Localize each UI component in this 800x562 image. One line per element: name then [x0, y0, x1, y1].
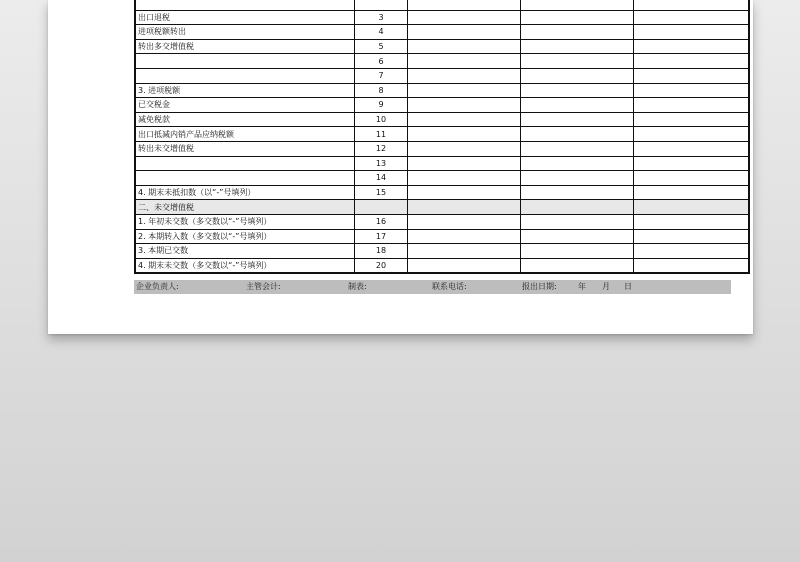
table-row: [135, 0, 749, 10]
table-row: [135, 127, 749, 142]
amount-cell: [408, 10, 521, 25]
row-label-cell: 4. 期末未交数（多交数以“-”号填列）: [135, 258, 355, 273]
table-row: [135, 244, 749, 259]
amount-cell: [634, 112, 750, 127]
table-row: [135, 25, 749, 40]
row-number-cell: 5: [355, 39, 408, 54]
row-label-cell: 减免税款: [135, 112, 355, 127]
amount-cell: [634, 141, 750, 156]
amount-cell: [634, 39, 750, 54]
row-label-cell: [135, 156, 355, 171]
row-label-cell: 二、未交增值税: [135, 200, 355, 215]
amount-cell: [521, 112, 634, 127]
amount-cell: [408, 25, 521, 40]
amount-cell: [408, 98, 521, 113]
vat-ledger-table: [134, 0, 750, 274]
row-label-cell: 2. 本期转入数（多交数以“-”号填列）: [135, 229, 355, 244]
amount-cell: [408, 156, 521, 171]
row-label-cell: 转出未交增值税: [135, 141, 355, 156]
phone-label: 联系电话:: [432, 282, 467, 291]
row-number-cell: 10: [355, 112, 408, 127]
amount-cell: [408, 54, 521, 69]
preparer-label: 制表:: [348, 282, 367, 291]
amount-cell: [521, 141, 634, 156]
amount-cell: [521, 10, 634, 25]
amount-cell: [408, 141, 521, 156]
row-number-cell: 16: [355, 214, 408, 229]
row-label-cell: 进项税额转出: [135, 25, 355, 40]
year-label: 年: [578, 282, 586, 291]
document-sheet: [48, 0, 753, 334]
amount-cell: [521, 54, 634, 69]
amount-cell: [408, 83, 521, 98]
row-number-cell: [355, 0, 408, 10]
table-row: [135, 214, 749, 229]
row-label-cell: [135, 0, 355, 10]
amount-cell: [408, 214, 521, 229]
row-number-cell: 4: [355, 25, 408, 40]
row-label-cell: 出口退税: [135, 10, 355, 25]
row-label-cell: [135, 68, 355, 83]
amount-cell: [634, 83, 750, 98]
amount-cell: [521, 185, 634, 200]
amount-cell: [634, 229, 750, 244]
amount-cell: [408, 244, 521, 259]
amount-cell: [521, 171, 634, 186]
amount-cell: [521, 200, 634, 215]
row-label-cell: 出口抵减内销产品应纳税额: [135, 127, 355, 142]
row-label-cell: [135, 54, 355, 69]
amount-cell: [634, 185, 750, 200]
table-row: [135, 171, 749, 186]
table-row: [135, 185, 749, 200]
amount-cell: [634, 244, 750, 259]
day-label: 日: [624, 282, 632, 291]
month-label: 月: [602, 282, 610, 291]
report-date-label: 报出日期:: [522, 282, 557, 291]
amount-cell: [408, 229, 521, 244]
amount-cell: [521, 244, 634, 259]
chief-accountant-label: 主管会计:: [246, 282, 281, 291]
amount-cell: [634, 0, 750, 10]
table-row: [135, 83, 749, 98]
amount-cell: [521, 39, 634, 54]
table-row: [135, 141, 749, 156]
row-label-cell: 已交税金: [135, 98, 355, 113]
amount-cell: [408, 68, 521, 83]
amount-cell: [634, 54, 750, 69]
amount-cell: [634, 127, 750, 142]
row-label-cell: [135, 171, 355, 186]
amount-cell: [634, 10, 750, 25]
amount-cell: [521, 0, 634, 10]
table-row: [135, 98, 749, 113]
table-row: [135, 112, 749, 127]
row-label-cell: 转出多交增值税: [135, 39, 355, 54]
row-number-cell: 3: [355, 10, 408, 25]
owner-label: 企业负责人:: [136, 282, 179, 291]
row-number-cell: 6: [355, 54, 408, 69]
amount-cell: [521, 229, 634, 244]
amount-cell: [408, 171, 521, 186]
amount-cell: [521, 68, 634, 83]
amount-cell: [408, 200, 521, 215]
row-number-cell: 11: [355, 127, 408, 142]
table-row: [135, 156, 749, 171]
table-row: [135, 229, 749, 244]
amount-cell: [634, 156, 750, 171]
row-number-cell: 12: [355, 141, 408, 156]
amount-cell: [634, 258, 750, 273]
amount-cell: [408, 112, 521, 127]
amount-cell: [521, 98, 634, 113]
row-number-cell: 8: [355, 83, 408, 98]
row-number-cell: 20: [355, 258, 408, 273]
row-label-cell: 3. 进项税额: [135, 83, 355, 98]
row-label-cell: 4. 期末未抵扣数（以“-”号填列）: [135, 185, 355, 200]
row-number-cell: 9: [355, 98, 408, 113]
table-row: [135, 68, 749, 83]
amount-cell: [634, 214, 750, 229]
amount-cell: [521, 156, 634, 171]
amount-cell: [408, 258, 521, 273]
amount-cell: [634, 98, 750, 113]
row-number-cell: 18: [355, 244, 408, 259]
table-row: [135, 10, 749, 25]
amount-cell: [521, 258, 634, 273]
table-row: [135, 54, 749, 69]
amount-cell: [634, 25, 750, 40]
amount-cell: [408, 0, 521, 10]
amount-cell: [408, 185, 521, 200]
amount-cell: [634, 68, 750, 83]
table-row: [135, 39, 749, 54]
amount-cell: [521, 83, 634, 98]
amount-cell: [634, 171, 750, 186]
amount-cell: [521, 25, 634, 40]
table-row: [135, 200, 749, 215]
row-number-cell: [355, 200, 408, 215]
amount-cell: [521, 127, 634, 142]
row-label-cell: 1. 年初未交数（多交数以“-”号填列）: [135, 214, 355, 229]
amount-cell: [634, 200, 750, 215]
signature-footer: [134, 280, 731, 294]
table-row: [135, 258, 749, 273]
row-number-cell: 14: [355, 171, 408, 186]
row-number-cell: 15: [355, 185, 408, 200]
row-label-cell: 3. 本期已交数: [135, 244, 355, 259]
amount-cell: [521, 214, 634, 229]
row-number-cell: 17: [355, 229, 408, 244]
row-number-cell: 13: [355, 156, 408, 171]
amount-cell: [408, 127, 521, 142]
amount-cell: [408, 39, 521, 54]
row-number-cell: 7: [355, 68, 408, 83]
